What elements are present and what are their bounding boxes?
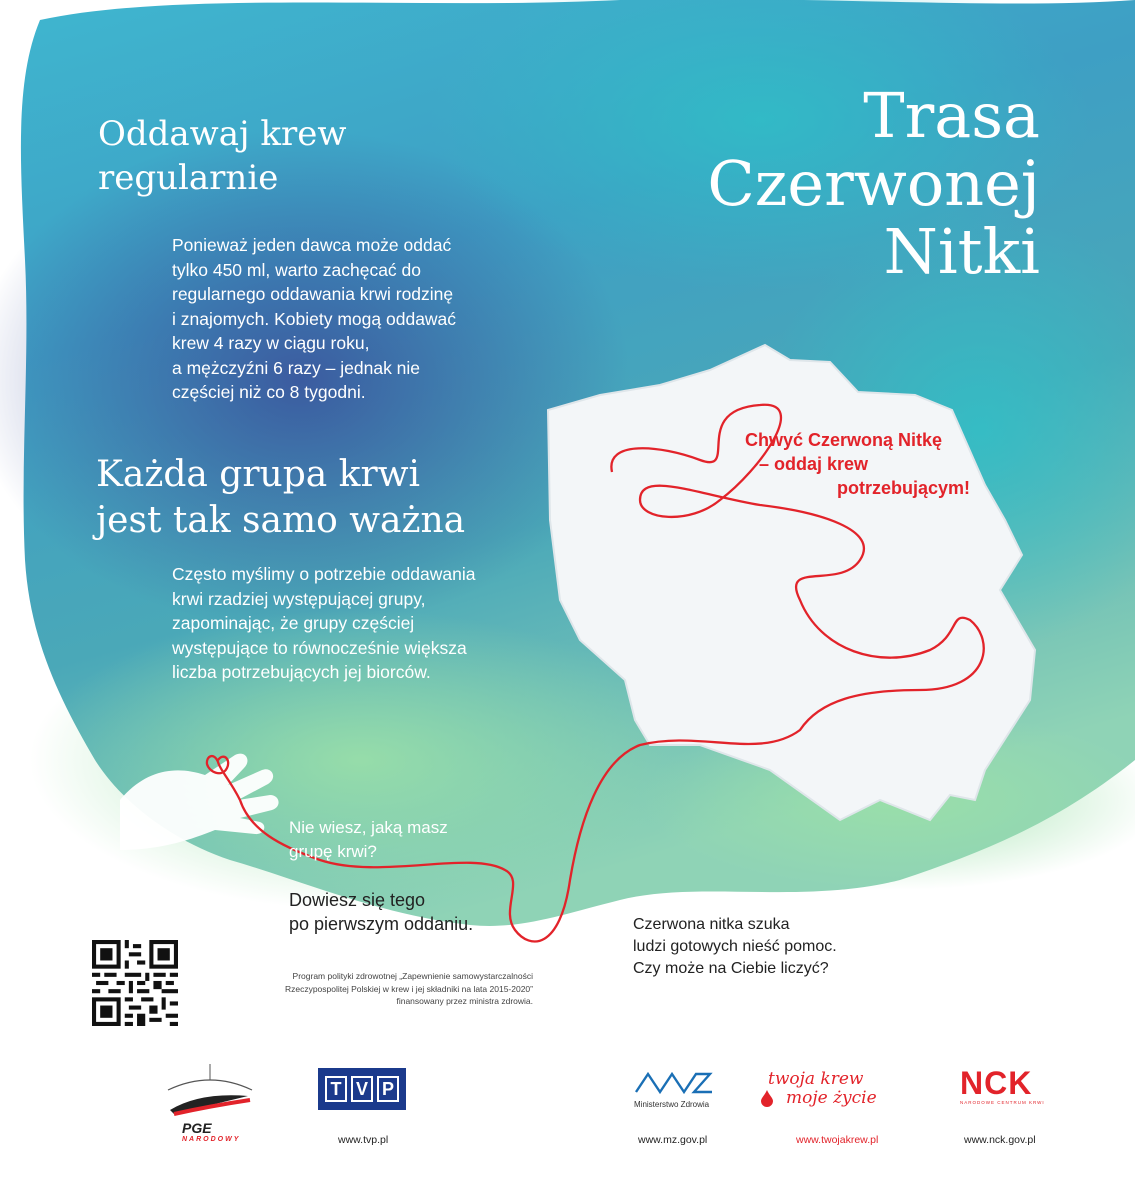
program-line: Program polityki zdrowotnej „Zapewnienie samowystarczalności [292,971,533,981]
text-line: częściej niż co 8 tygodni. [172,382,366,402]
text-line: tylko 450 ml, warto zachęcać do [172,259,422,280]
callout-line: – oddaj krew [759,454,869,474]
tvp-url[interactable]: www.tvp.pl [338,1134,389,1146]
mz-url[interactable]: www.mz.gov.pl [638,1134,708,1146]
title-line-3: Nitki [883,215,1040,288]
question-text [289,816,448,864]
callout-line: potrzebującym! [837,478,971,498]
mz-name: Ministerstwo Zdrowia [634,1100,710,1109]
title-line-2: Czerwonej [707,147,1040,220]
stadium-icon [160,1062,260,1122]
question-line: grupę krwi? [289,842,377,861]
section2-heading [96,452,465,544]
text-line: występujące to równocześnie większa [172,637,467,658]
mz-mark-icon [634,1068,714,1096]
program-line: Rzeczypospolitej Polskiej w krew i jej składniki na lata 2015-2020” [284,983,533,994]
section2-heading-line: Każda grupa krwi [96,454,421,495]
pge-name: PGE [182,1120,212,1136]
search-line: Czy może na Ciebie liczyć? [633,960,829,977]
twoja-line1: twoja krew [768,1069,864,1089]
answer-line: po pierwszym oddaniu. [289,914,474,934]
program-note [205,970,533,1008]
answer-line: Dowiesz się tego [289,890,426,910]
nck-sub: NARODOWE CENTRUM KRWI [960,1100,1045,1105]
text-line: zapominając, że grupy częściej [172,613,415,633]
search-line: Czerwona nitka szuka [633,916,790,933]
section1-text [172,233,456,405]
tvp-letter: P [377,1076,399,1102]
text-line: regularnego oddawania krwi rodzinę [172,284,454,304]
text-line: i znajomych. Kobiety mogą oddawać [172,308,457,329]
title-line-1: Trasa [863,79,1040,152]
blood-drop-icon [760,1089,774,1107]
program-line: finansowany przez ministra zdrowia. [396,996,533,1006]
section1-heading-line: regularnie [98,158,279,198]
text-line: Często myślimy o potrzebie oddawania [172,564,476,584]
nck-logo[interactable] [960,1065,1045,1116]
map-callout [745,428,970,500]
text-line: liczba potrzebujących jej biorców. [172,662,431,682]
poster-title [707,79,1040,288]
tvp-logo[interactable] [318,1068,406,1110]
mz-logo[interactable] [634,1068,724,1118]
section1-heading [98,112,346,200]
section2-heading-line: jest tak samo ważna [96,500,466,541]
qr-code[interactable] [92,940,178,1026]
twoja-krew-logo[interactable] [760,1070,910,1114]
question-line: Nie wiesz, jaką masz [289,818,448,837]
twoja-line2: moje życie [786,1088,877,1108]
section1-heading-line: Oddawaj krew [98,114,347,154]
text-line: krwi rzadziej występującej grupy, [172,588,426,609]
answer-text [289,888,473,936]
nck-name: NCK [960,1065,1033,1101]
search-text [633,914,837,980]
search-line: ludzi gotowych nieść pomoc. [633,938,837,955]
tvp-letter: V [351,1076,373,1102]
pge-sub: NARODOWY [182,1136,241,1143]
text-line: krew 4 razy w ciągu roku, [172,333,370,353]
tvp-letter: T [325,1076,347,1102]
callout-line: Chwyć Czerwoną Nitkę [745,430,943,450]
section2-text [172,562,475,685]
nck-url[interactable]: www.nck.gov.pl [964,1134,1036,1146]
twojakrew-url[interactable]: www.twojakrew.pl [796,1134,879,1146]
text-line: a mężczyźni 6 razy – jednak nie [172,357,421,378]
text-line: Ponieważ jeden dawca może oddać [172,235,452,255]
pge-narodowy-logo[interactable] [160,1062,260,1152]
